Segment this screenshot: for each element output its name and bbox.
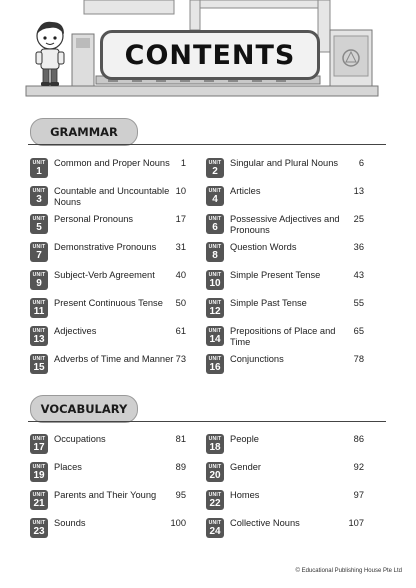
section-heading-label: GRAMMAR bbox=[50, 125, 118, 139]
unit-badge: UNIT 10 bbox=[206, 270, 224, 290]
unit-badge: UNIT 19 bbox=[30, 462, 48, 482]
section-divider bbox=[28, 144, 386, 145]
unit-badge: UNIT 4 bbox=[206, 186, 224, 206]
entry-page-number: 13 bbox=[353, 186, 364, 196]
entry-page-number: 61 bbox=[175, 326, 186, 336]
toc-entry[interactable] bbox=[30, 434, 186, 456]
entry-page-number: 97 bbox=[353, 490, 364, 500]
section-heading-grammar bbox=[30, 118, 138, 146]
unit-badge: UNIT 11 bbox=[30, 298, 48, 318]
entry-title: Question Words bbox=[230, 242, 297, 252]
toc-entry[interactable] bbox=[206, 186, 364, 208]
entry-title: Adverbs of Time and Manner bbox=[54, 354, 174, 364]
unit-badge: UNIT 17 bbox=[30, 434, 48, 454]
entry-title: Present Continuous Tense bbox=[54, 298, 163, 308]
entry-page-number: 100 bbox=[170, 518, 186, 528]
unit-badge: UNIT 22 bbox=[206, 490, 224, 510]
child-character bbox=[36, 22, 64, 86]
toc-entry[interactable] bbox=[30, 462, 186, 484]
toc-entry[interactable] bbox=[30, 214, 186, 236]
toc-entry[interactable] bbox=[206, 214, 364, 236]
unit-badge: UNIT 23 bbox=[30, 518, 48, 538]
toc-entry[interactable] bbox=[206, 462, 364, 484]
entry-title: Places bbox=[54, 462, 82, 472]
unit-badge: UNIT 21 bbox=[30, 490, 48, 510]
entry-title: Collective Nouns bbox=[230, 518, 300, 528]
unit-badge: UNIT 15 bbox=[30, 354, 48, 374]
unit-badge: UNIT 12 bbox=[206, 298, 224, 318]
toc-entry[interactable] bbox=[30, 354, 186, 376]
unit-badge: UNIT 14 bbox=[206, 326, 224, 346]
section-heading-label: VOCABULARY bbox=[40, 402, 128, 416]
entry-page-number: 89 bbox=[175, 462, 186, 472]
entry-page-number: 6 bbox=[358, 158, 364, 168]
entry-page-number: 36 bbox=[353, 242, 364, 252]
entry-title: Gender bbox=[230, 462, 262, 472]
entry-title: Countable and Uncountable Nouns bbox=[54, 186, 170, 207]
unit-badge: UNIT 3 bbox=[30, 186, 48, 206]
entry-page-number: 65 bbox=[353, 326, 364, 336]
toc-entry[interactable] bbox=[30, 326, 186, 348]
toc-entry[interactable] bbox=[206, 518, 364, 540]
copyright-notice: © Educational Publishing House Pte Ltd bbox=[295, 568, 402, 574]
section-heading-vocabulary bbox=[30, 395, 138, 423]
entry-title: Sounds bbox=[54, 518, 86, 528]
entry-title: Singular and Plural Nouns bbox=[230, 158, 339, 168]
entry-page-number: 31 bbox=[175, 242, 186, 252]
entry-title: Subject-Verb Agreement bbox=[54, 270, 155, 280]
unit-badge: UNIT 2 bbox=[206, 158, 224, 178]
entry-page-number: 92 bbox=[353, 462, 364, 472]
toc-entry[interactable] bbox=[30, 186, 186, 208]
unit-badge: UNIT 13 bbox=[30, 326, 48, 346]
entry-title: Possessive Adjectives and Pronouns bbox=[230, 214, 340, 235]
toc-entry[interactable] bbox=[206, 270, 364, 292]
entry-title: Common and Proper Nouns bbox=[54, 158, 170, 168]
entry-page-number: 10 bbox=[175, 186, 186, 196]
entry-title: Occupations bbox=[54, 434, 106, 444]
entry-title: People bbox=[230, 434, 259, 444]
entry-page-number: 95 bbox=[175, 490, 186, 500]
toc-entry[interactable] bbox=[206, 298, 364, 320]
entry-page-number: 81 bbox=[175, 434, 186, 444]
entry-title: Prepositions of Place and Time bbox=[230, 326, 336, 347]
entry-title: Homes bbox=[230, 490, 260, 500]
unit-badge: UNIT 20 bbox=[206, 462, 224, 482]
unit-badge: UNIT 16 bbox=[206, 354, 224, 374]
section-divider bbox=[28, 421, 386, 422]
unit-badge: UNIT 1 bbox=[30, 158, 48, 178]
entry-title: Simple Present Tense bbox=[230, 270, 321, 280]
entry-page-number: 107 bbox=[348, 518, 364, 528]
entry-title: Adjectives bbox=[54, 326, 97, 336]
page-title: CONTENTS bbox=[124, 39, 296, 71]
toc-entry[interactable] bbox=[206, 354, 364, 376]
title-banner bbox=[100, 30, 320, 80]
toc-entry[interactable] bbox=[30, 518, 186, 540]
unit-badge: UNIT 6 bbox=[206, 214, 224, 234]
entry-title: Demonstrative Pronouns bbox=[54, 242, 157, 252]
entry-page-number: 40 bbox=[175, 270, 186, 280]
entry-title: Articles bbox=[230, 186, 261, 196]
toc-entry[interactable] bbox=[30, 298, 186, 320]
entry-page-number: 50 bbox=[175, 298, 186, 308]
entry-page-number: 86 bbox=[353, 434, 364, 444]
entry-page-number: 1 bbox=[180, 158, 186, 168]
toc-entry[interactable] bbox=[30, 490, 186, 512]
toc-entry[interactable] bbox=[206, 434, 364, 456]
unit-badge: UNIT 7 bbox=[30, 242, 48, 262]
toc-entry[interactable] bbox=[30, 270, 186, 292]
unit-badge: UNIT 9 bbox=[30, 270, 48, 290]
entry-page-number: 73 bbox=[175, 354, 186, 364]
entry-title: Simple Past Tense bbox=[230, 298, 307, 308]
unit-badge: UNIT 5 bbox=[30, 214, 48, 234]
toc-entry[interactable] bbox=[206, 326, 364, 348]
toc-entry[interactable] bbox=[206, 242, 364, 264]
entry-title: Conjunctions bbox=[230, 354, 284, 364]
entry-page-number: 78 bbox=[353, 354, 364, 364]
entry-title: Personal Pronouns bbox=[54, 214, 134, 224]
entry-page-number: 43 bbox=[353, 270, 364, 280]
toc-entry[interactable] bbox=[206, 158, 364, 180]
unit-badge: UNIT 24 bbox=[206, 518, 224, 538]
unit-badge: UNIT 18 bbox=[206, 434, 224, 454]
entry-page-number: 55 bbox=[353, 298, 364, 308]
entry-page-number: 17 bbox=[175, 214, 186, 224]
header-illustration bbox=[0, 0, 416, 100]
toc-entry[interactable] bbox=[206, 490, 364, 512]
entry-page-number: 25 bbox=[353, 214, 364, 224]
entry-title: Parents and Their Young bbox=[54, 490, 157, 500]
unit-badge: UNIT 8 bbox=[206, 242, 224, 262]
toc-entry[interactable] bbox=[30, 158, 186, 180]
toc-entry[interactable] bbox=[30, 242, 186, 264]
